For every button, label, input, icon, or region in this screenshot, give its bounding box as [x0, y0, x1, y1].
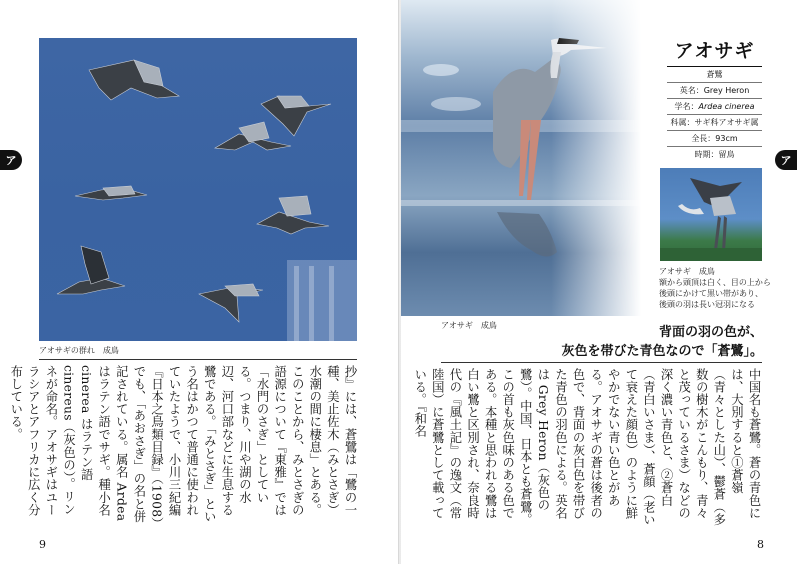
inset-caption-line: 後頭にかけて黒い帯があり、	[659, 289, 763, 298]
divider-rule	[441, 362, 762, 363]
scientific-value: Ardea cinerea	[698, 102, 755, 111]
english-name: 英名：Grey Heron	[667, 83, 762, 99]
inset-caption-line: 後頭の羽は長い冠羽になる	[659, 300, 755, 309]
body-text: 抄』には、蒼鷺は「鷺の一種、美止佐木（みとさぎ）水潮の間に棲息」とある。このことから、みとさぎの語源について『東雅』では「水門のさぎ」としている。つまり、川や湖の水辺、河口部などに生息する鷺である。「みとさぎ」という名はかつて普通に使われていたようで、小川三紀編『日本之鳥類目録』（1908）でも、「あおさぎ」の名と併記されている。属名 Ardea はラテン語でサギ。種小名 cinerea はラテン語 cinereus（灰色の）。リンネが命名。アオサギはユーラシアとアフリカに広く分布している。	[8, 365, 357, 524]
right-page	[401, 0, 800, 564]
heron-inset-photo	[660, 168, 762, 261]
species-title: アオサギ	[667, 36, 762, 67]
season-status: 時期：留鳥	[694, 150, 735, 159]
heron-flock-photo	[39, 38, 357, 341]
inset-caption-title: アオサギ 成鳥	[659, 267, 715, 276]
flock-photo-caption: アオサギの群れ 成鳥	[39, 346, 119, 355]
scientific-label: 学名：	[674, 102, 699, 111]
heron-main-photo	[401, 0, 641, 316]
main-photo-caption: アオサギ 成鳥	[441, 321, 497, 330]
inset-caption-line: 額から頭頂は白く、目の上から	[659, 278, 771, 287]
divider-rule	[39, 359, 357, 360]
index-tab: ア	[0, 150, 22, 170]
body-text: 中国名も蒼鷺。蒼の青色には、大別すると①蒼嶺（青々とした山）、鬱蒼（多数の樹木がこんもり、青々と茂っているさま）などの深く濃い青色と、②蒼白（青白いさま）、蒼顔（老いて衰えた顔色）のように鮮やかでない青い色とがある。アオサギの蒼は後者の色で、背面の灰白色を帯びた青色の羽色による。英名は Grey Heron（灰色の鷺）。中国、日本とも蒼鷺。この首も灰色味のある色である。本種と思われる鷺は白い鷺と区別され、奈良時代の『風土記』の逸文（常陸国）に蒼鷺として載っている。『和名	[412, 368, 761, 526]
total-length: 全長：93cm	[667, 131, 762, 147]
headline-line: 灰色を帯びた青色なので「蒼鷺」。	[561, 344, 763, 359]
page-number: 9	[39, 538, 46, 551]
family-genus: 科属：サギ科アオサギ属	[667, 115, 762, 131]
heron-flock-image	[39, 38, 357, 341]
species-info-box	[667, 36, 762, 162]
headline	[441, 323, 763, 361]
scientific-name	[667, 99, 762, 115]
headline-line: 背面の羽の色が、	[658, 325, 763, 340]
page-number: 8	[757, 538, 764, 551]
inset-photo-caption	[659, 266, 771, 310]
left-page	[0, 0, 399, 564]
index-tab: ア	[775, 150, 797, 170]
heron-flight-image	[660, 168, 762, 261]
species-kanji: 蒼鷺	[667, 67, 762, 83]
